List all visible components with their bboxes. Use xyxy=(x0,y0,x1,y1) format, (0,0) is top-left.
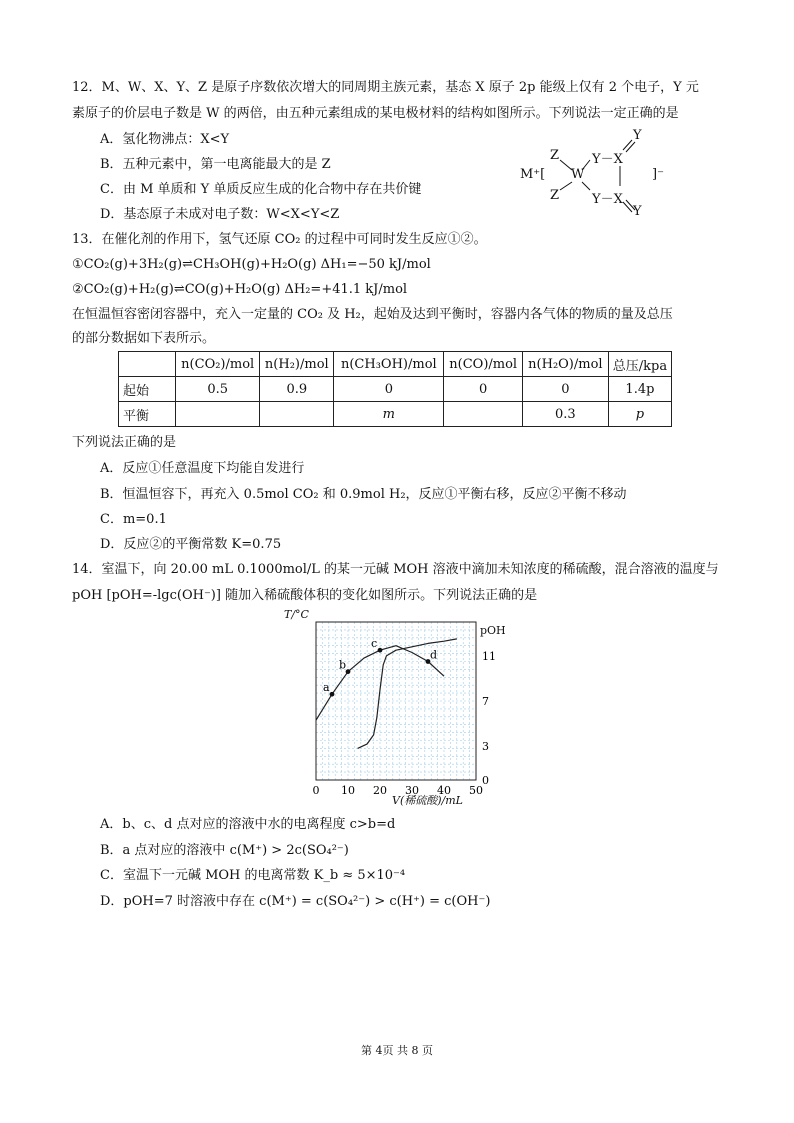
table-header-cell: n(CO)/mol xyxy=(444,352,522,377)
x-tick-label: 30 xyxy=(405,784,419,797)
table-header-cell xyxy=(119,352,176,377)
q14-option-a: A．b、c、d 点对应的溶液中水的电离程度 c>b=d xyxy=(100,817,396,832)
page-footer: 第 4页 共 8 页 xyxy=(361,1044,433,1057)
table-header-cell: 总压/kpa xyxy=(608,352,671,377)
table-cell: 0.3 xyxy=(522,402,608,427)
table-header-cell: n(H₂)/mol xyxy=(260,352,334,377)
q13-text-line2: 的部分数据如下表所示。 xyxy=(72,331,216,346)
table-cell xyxy=(260,402,334,427)
structure-y-dbl-bottom: Y xyxy=(633,204,642,219)
q13-data-table xyxy=(118,351,672,427)
structure-z-bottom: Z xyxy=(550,188,560,203)
data-point-c xyxy=(378,648,383,653)
q12-stem-line2: 素原子的价层电子数是 W 的两倍，由五种元素组成的某电极材料的结构如图所示。下列说法一定正确的是 xyxy=(72,106,679,121)
q14-option-d: D．pOH=7 时溶液中存在 c(M⁺) = c(SO₄²⁻) > c(H⁺) = c(OH⁻) xyxy=(100,894,491,909)
q13-option-d: D．反应②的平衡常数 K=0.75 xyxy=(100,537,282,552)
point-label-c: c xyxy=(371,637,378,651)
q13-reaction-2: ②CO₂(g)+H₂(g)⇌CO(g)+H₂O(g) ΔH₂=+41.1 kJ/mol xyxy=(72,282,408,297)
table-cell: 0.5 xyxy=(176,377,260,402)
structure-y-dbl-top: Y xyxy=(633,128,642,143)
q13-option-b: B．恒温恒容下，再充入 0.5mol CO₂ 和 0.9mol H₂，反应①平衡右移，反应②平衡不移动 xyxy=(100,487,627,502)
q14-stem-line1: 14．室温下，向 20.00 mL 0.1000mol/L 的某一元碱 MOH 溶液中滴加未知浓度的稀硫酸，混合溶液的温度与 xyxy=(72,562,719,577)
x-tick-label: 20 xyxy=(373,784,387,797)
table-cell: 0 xyxy=(444,377,522,402)
table-row xyxy=(119,377,672,402)
q14-option-c: C．室温下一元碱 MOH 的电离常数 K_b ≈ 5×10⁻⁴ xyxy=(100,868,406,883)
point-label-a: a xyxy=(323,681,330,695)
q12-option-c: C．由 M 单质和 Y 单质反应生成的化合物中存在共价键 xyxy=(100,182,422,197)
table-cell: 起始 xyxy=(119,377,176,402)
q12-option-d: D．基态原子未成对电子数：W<X<Y<Z xyxy=(100,207,340,222)
table-cell: 0 xyxy=(334,377,444,402)
table-cell: 平衡 xyxy=(119,402,176,427)
x-tick-label: 40 xyxy=(437,784,451,797)
structure-w: W xyxy=(571,167,585,182)
y-right-tick-label: 3 xyxy=(482,740,489,754)
structure-bracket-close: ]⁻ xyxy=(652,167,664,182)
structure-y-x-top: Y－X xyxy=(592,152,623,167)
x-axis-label: V(稀硫酸)/mL xyxy=(392,794,463,807)
q13-option-c: C．m=0.1 xyxy=(100,512,167,527)
table-header-cell: n(CH₃OH)/mol xyxy=(334,352,444,377)
point-label-b: b xyxy=(339,658,347,672)
structure-y-x-bottom: Y－X xyxy=(592,192,623,207)
q14-option-b: B．a 点对应的溶液中 c(M⁺) > 2c(SO₄²⁻) xyxy=(100,843,349,858)
table-cell: 0 xyxy=(522,377,608,402)
table-header-cell: n(H₂O)/mol xyxy=(522,352,608,377)
q14-chart xyxy=(280,608,520,808)
series-line-2 xyxy=(358,639,457,749)
q13-question: 下列说法正确的是 xyxy=(72,435,177,450)
x-tick-label: 0 xyxy=(312,784,320,797)
table-cell: p xyxy=(608,402,671,427)
table-cell: m xyxy=(334,402,444,427)
y-right-tick-label: 11 xyxy=(482,649,496,663)
q12-option-a: A．氢化物沸点：X<Y xyxy=(100,132,230,147)
q12-stem-line1: 12．M、W、X、Y、Z 是原子序数依次增大的同周期主族元素，基态 X 原子 2p 能级上仅有 2 个电子，Y 元 xyxy=(72,80,699,95)
structure-cation: M⁺[ xyxy=(520,167,546,182)
table-cell xyxy=(176,402,260,427)
data-point-b xyxy=(346,669,351,674)
q14-stem-line2: pOH [pOH=-lgc(OH⁻)] 随加入稀硫酸体积的变化如图所示。下列说法正确的是 xyxy=(72,588,538,603)
y-left-label: T/°C xyxy=(284,608,309,621)
table-header-row xyxy=(119,352,672,377)
q13-text-line1: 在恒温恒容密闭容器中，充入一定量的 CO₂ 及 H₂，起始及达到平衡时，容器内各气体的物质的量及总压 xyxy=(72,307,673,322)
y-right-tick-label: 0 xyxy=(482,774,489,787)
x-tick-label: 10 xyxy=(341,784,355,797)
table-cell xyxy=(444,402,522,427)
q12-option-b: B．五种元素中，第一电离能最大的是 Z xyxy=(100,157,331,172)
table-header-cell: n(CO₂)/mol xyxy=(176,352,260,377)
q13-stem: 13．在催化剂的作用下，氢气还原 CO₂ 的过程中可同时发生反应①②。 xyxy=(72,232,487,247)
table-row xyxy=(119,402,672,427)
table-cell: 0.9 xyxy=(260,377,334,402)
chart-svg xyxy=(280,608,520,808)
data-point-a xyxy=(330,692,335,697)
structure-z-top: Z xyxy=(550,148,560,163)
y-right-tick-label: 7 xyxy=(482,695,489,708)
x-tick-label: 50 xyxy=(469,784,483,797)
q13-reaction-1: ①CO₂(g)+3H₂(g)⇌CH₃OH(g)+H₂O(g) ΔH₁=−50 kJ/mol xyxy=(72,257,431,272)
y-right-label: pOH xyxy=(480,624,506,637)
q12-structure-figure xyxy=(520,128,680,220)
table-cell: 1.4p xyxy=(608,377,671,402)
q13-option-a: A．反应①任意温度下均能自发进行 xyxy=(100,461,305,476)
point-label-d: d xyxy=(430,648,438,662)
